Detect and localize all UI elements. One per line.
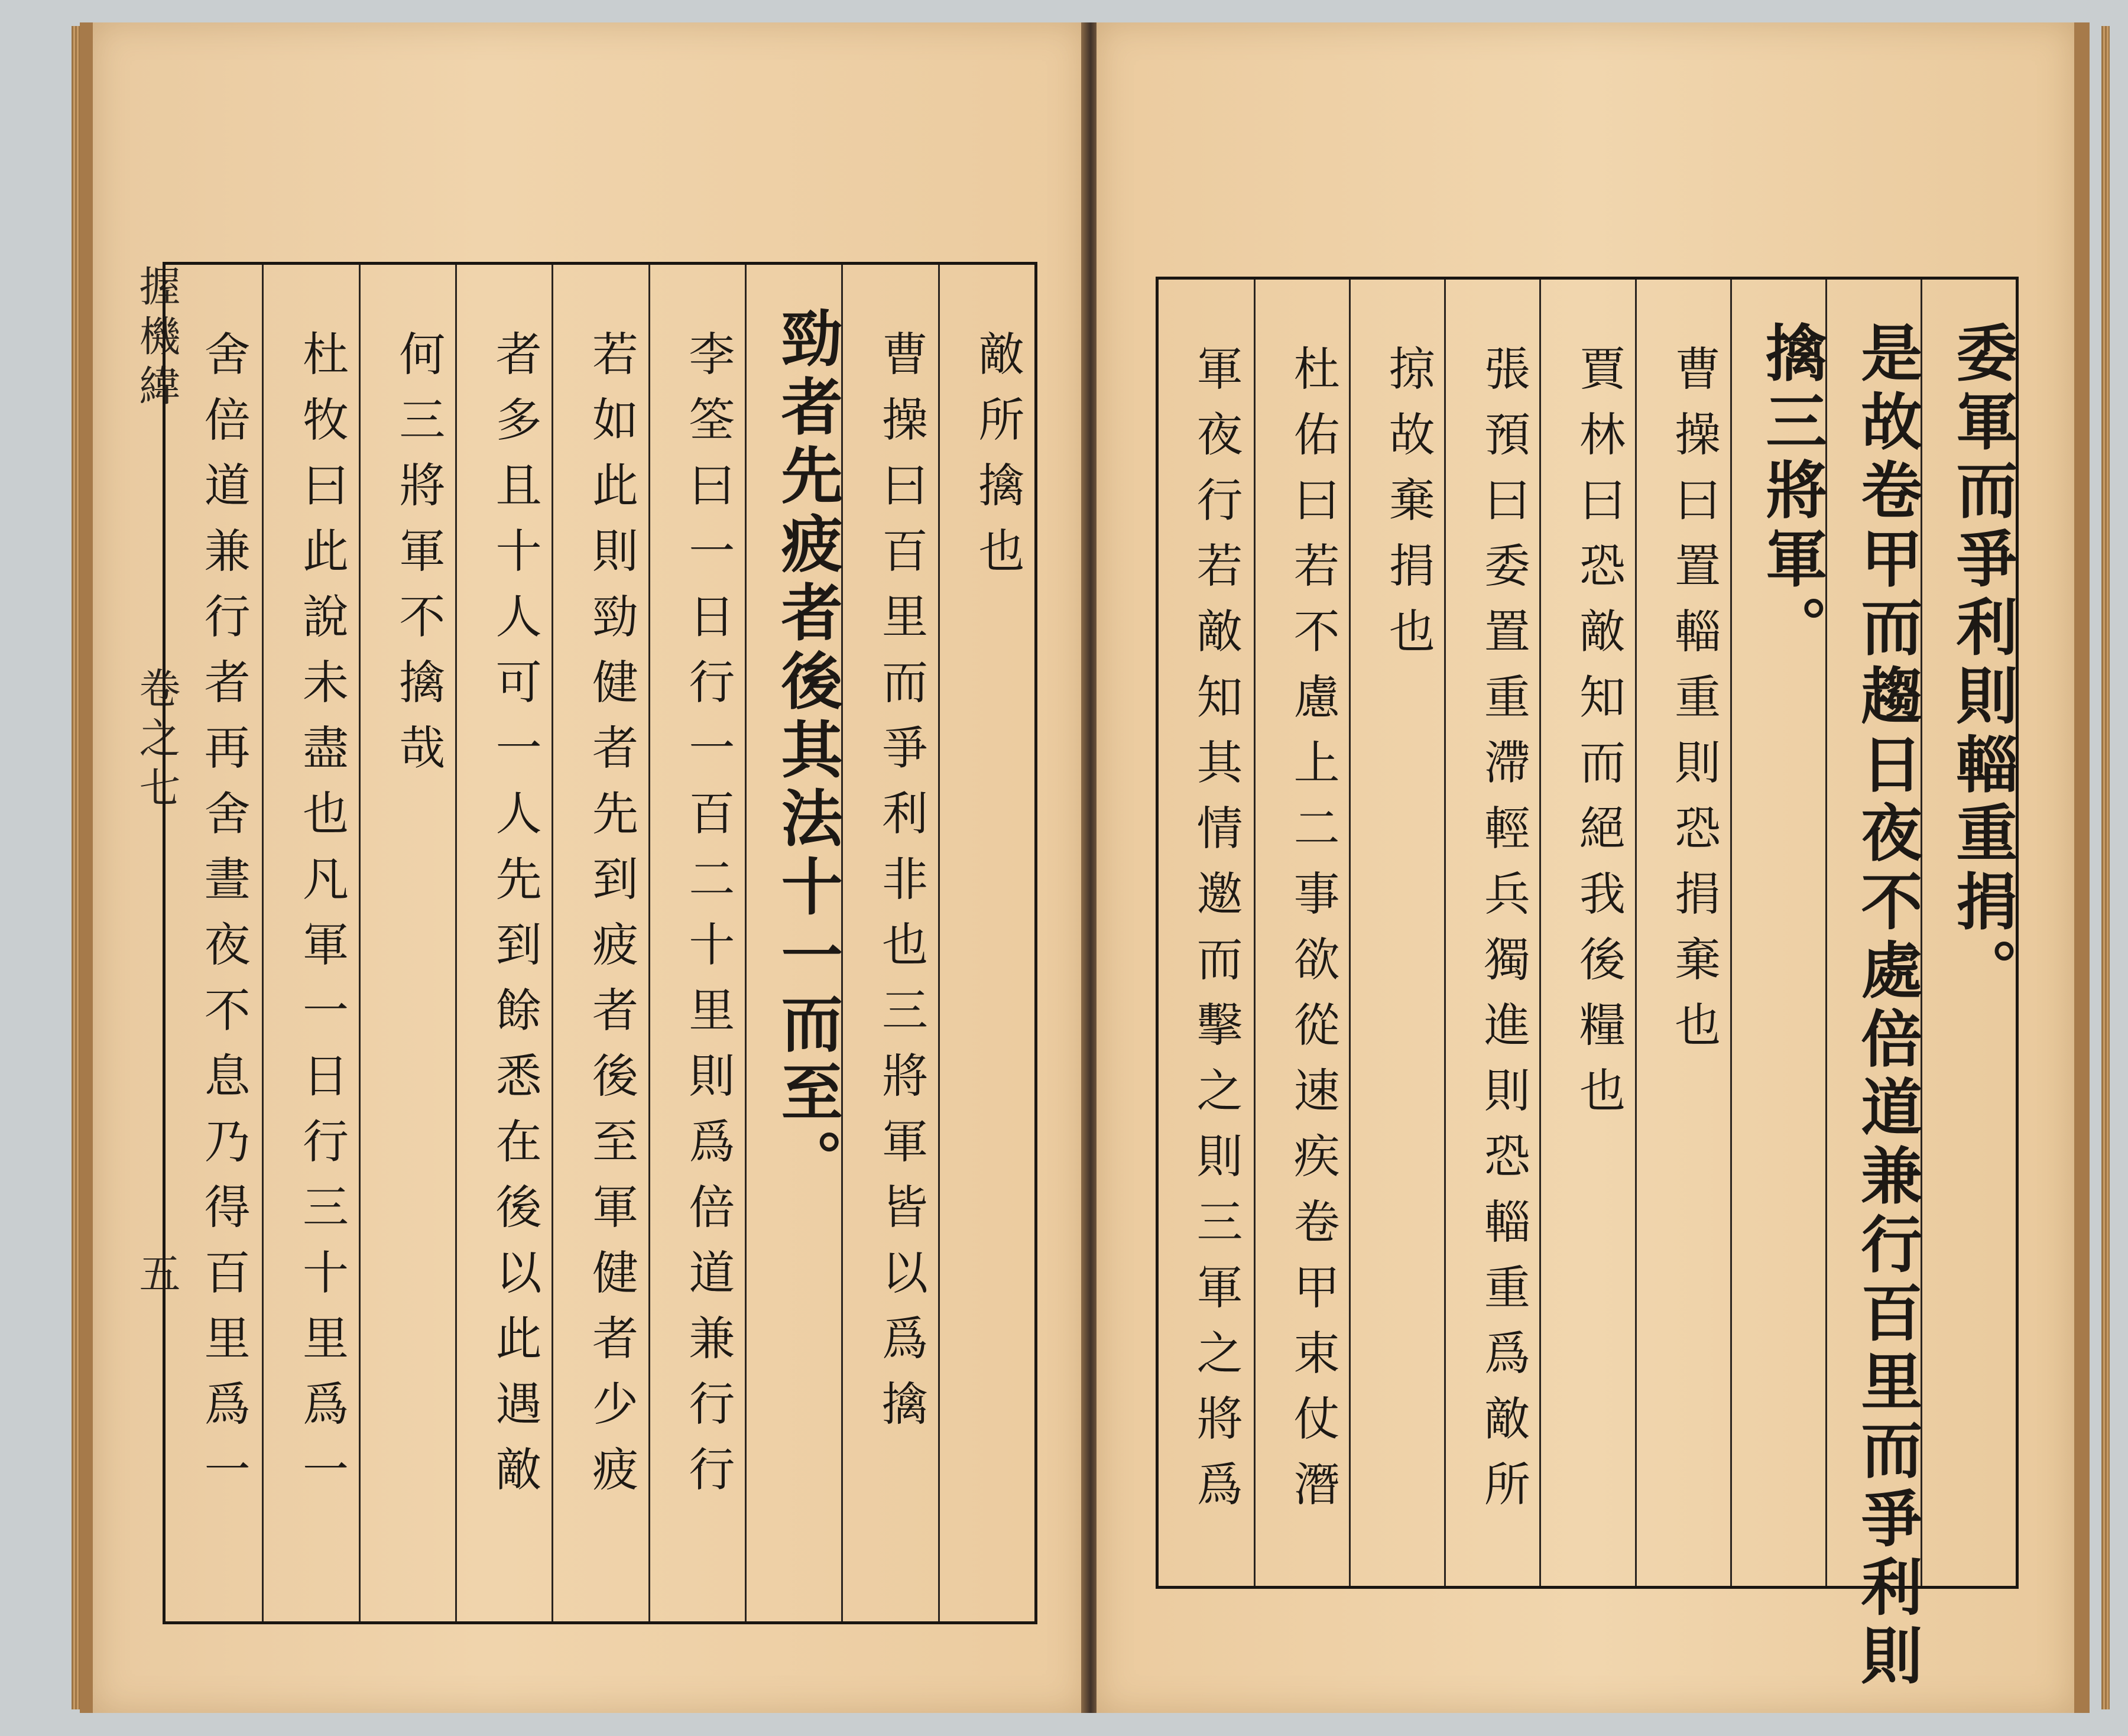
right-page-column	[1825, 280, 1923, 1692]
left-page-column	[648, 265, 745, 1621]
column-text: 賈林曰恐敵知而絕我後糧也	[1571, 345, 1625, 1132]
right-page-column	[1159, 280, 1254, 1586]
left-page	[80, 22, 1085, 1713]
folio-number: 五	[132, 1252, 181, 1302]
left-page-column	[455, 265, 552, 1621]
column-text: 張預曰委置重滯輕兵獨進則恐輜重爲敵所	[1476, 345, 1530, 1526]
right-page-column	[1921, 280, 2019, 1586]
left-page-column	[359, 265, 455, 1621]
column-text: 李筌曰一日行一百二十里則爲倍道兼行行	[681, 330, 735, 1511]
column-text: 軍夜行若敵知其情邀而擊之則三軍之將爲	[1189, 345, 1243, 1526]
column-text: 是故卷甲而趨日夜不處倍道兼行百里而爭利則	[1850, 321, 1923, 1692]
column-text: 擒三將軍。	[1755, 321, 1828, 664]
column-text: 掠故棄捐也	[1381, 345, 1435, 673]
column-text: 杜佑曰若不慮上二事欲從速疾卷甲束仗潛	[1286, 345, 1339, 1526]
right-page-column	[1349, 280, 1444, 1586]
left-page-column	[841, 265, 938, 1621]
book-title-margin: 握機緯	[132, 265, 181, 414]
column-text: 委軍而爭利則輜重捐。	[1945, 321, 2019, 1007]
right-text-frame	[1156, 277, 2019, 1692]
column-text: 舍倍道兼行者再舍晝夜不息乃得百里爲一	[196, 330, 250, 1511]
right-page-column	[1730, 280, 1828, 1586]
left-page-column	[938, 265, 1034, 1621]
column-text: 勁者先疲者後其法十一而至。	[770, 306, 844, 1198]
open-book	[80, 22, 2101, 1713]
column-text: 曹操曰置輜重則恐捐棄也	[1667, 345, 1721, 1066]
column-text: 曹操曰百里而爭利非也三將軍皆以爲擒	[874, 330, 927, 1445]
right-page-column	[1539, 280, 1634, 1586]
right-page-column	[1254, 280, 1349, 1586]
column-text: 者多且十人可一人先到餘悉在後以此遇敵	[488, 330, 541, 1511]
column-text: 何三將軍不擒哉	[391, 330, 445, 789]
right-page-edge	[2101, 26, 2110, 1709]
column-text: 敵所擒也	[971, 330, 1024, 592]
column-text: 若如此則勁健者先到疲者後至軍健者少疲	[584, 330, 638, 1511]
left-page-column	[262, 265, 358, 1621]
left-page-column	[552, 265, 648, 1621]
right-page-column	[1635, 280, 1730, 1586]
left-page-column	[166, 265, 262, 1621]
left-text-frame	[163, 262, 1037, 1624]
right-page	[1097, 22, 2090, 1713]
right-page-column	[1444, 280, 1539, 1586]
left-page-edge	[72, 26, 80, 1709]
volume-label: 卷之七	[132, 667, 181, 816]
left-page-column	[745, 265, 844, 1621]
column-text: 杜牧曰此說未盡也凡軍一日行三十里爲一	[294, 330, 348, 1511]
